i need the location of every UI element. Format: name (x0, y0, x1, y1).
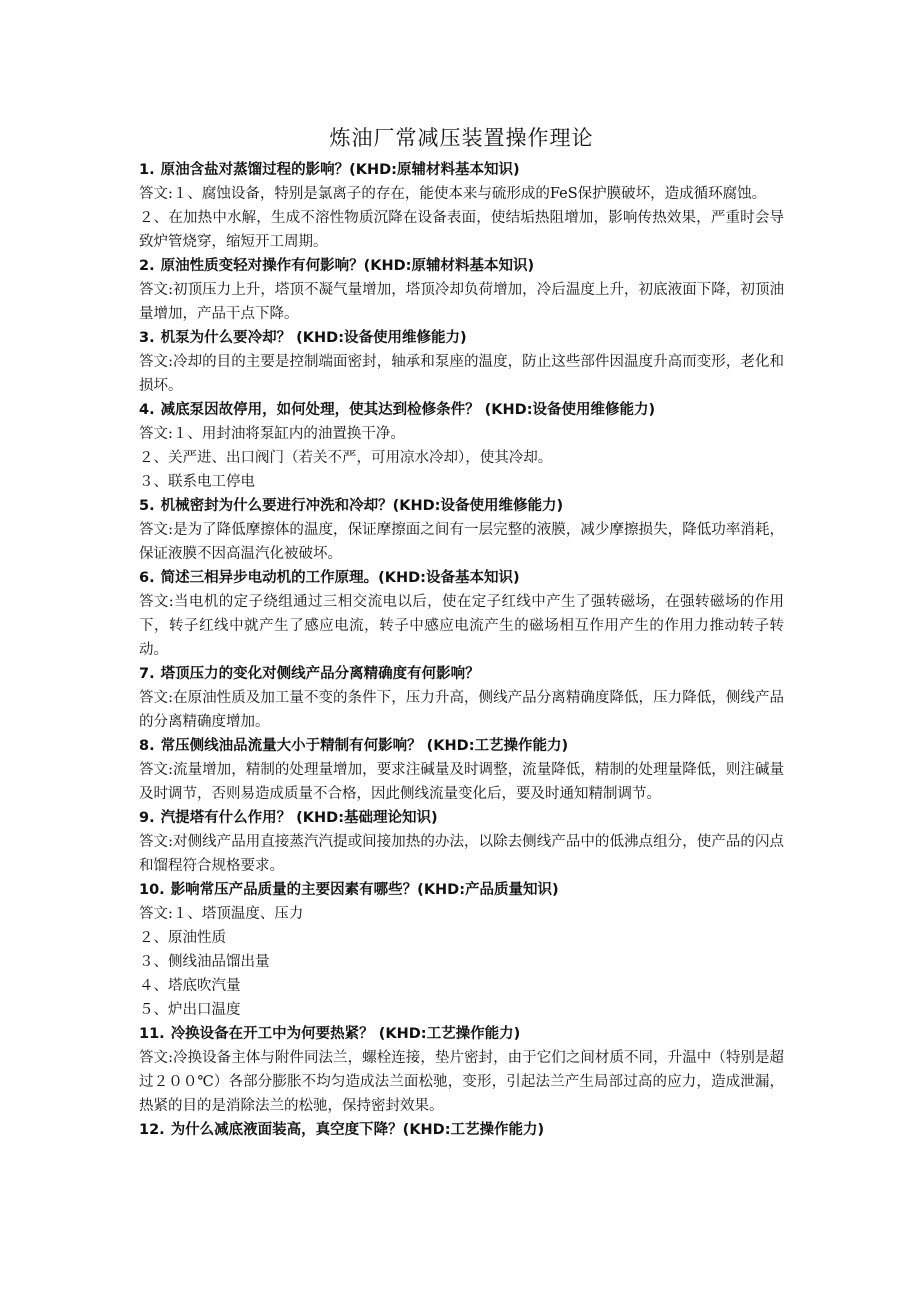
question-heading (139, 662, 784, 686)
question-text: 为什么减底液面装高，真空度下降？(KHD:工艺操作能力) (170, 1122, 545, 1138)
qa-item (139, 494, 784, 566)
qa-item (139, 326, 784, 398)
answer-text: 答文:１、腐蚀设备，特别是氯离子的存在，能使本来与硫形成的FeS保护膜破坏，造成循环腐蚀。 (139, 186, 767, 202)
qa-item (139, 158, 784, 254)
qa-item (139, 566, 784, 662)
qa-item (139, 254, 784, 326)
question-number: 4. (139, 402, 155, 418)
qa-list (139, 158, 784, 1142)
question-text: 影响常压产品质量的主要因素有哪些？(KHD:产品质量知识) (170, 882, 559, 898)
qa-item (139, 398, 784, 494)
question-heading (139, 398, 784, 422)
question-heading (139, 254, 784, 278)
answer-text: ３、侧线油品馏出量 (139, 954, 270, 970)
qa-item (139, 878, 784, 1022)
qa-item (139, 662, 784, 734)
question-number: 12. (139, 1122, 165, 1138)
question-number: 11. (139, 1026, 165, 1042)
answer-text: ３、联系电工停电 (139, 474, 255, 490)
answer-text: ２、原油性质 (139, 930, 226, 946)
answer-text: 答文:１、塔顶温度、压力 (139, 906, 304, 922)
question-text: 简述三相异步电动机的工作原理。(KHD:设备基本知识) (160, 570, 520, 586)
answer-text: ２、关严进、出口阀门（若关不严，可用凉水冷却），使其冷却。 (139, 450, 553, 466)
question-number: 3. (139, 330, 155, 346)
answer-text: 答文:是为了降低摩擦体的温度，保证摩擦面之间有一层完整的液膜，减少摩擦损失，降低功率消耗，保证液膜不因高温汽化被破坏。 (139, 522, 784, 562)
answer-text: 答文:冷却的目的主要是控制端面密封，轴承和泵座的温度，防止这些部件因温度升高而变形，老化和损坏。 (139, 354, 784, 394)
answer-text: 答文:当电机的定子绕组通过三相交流电以后，使在定子红线中产生了强转磁场，在强转磁场的作用下，转子红线中就产生了感应电流，转子中感应电流产生的磁场相互作用产生的作用力推动转子转动。 (139, 594, 784, 658)
document-title: 炼油厂常减压装置操作理论 (329, 126, 594, 150)
document-content (139, 118, 784, 1142)
answer-text: 答文:初顶压力上升，塔顶不凝气量增加，塔顶冷却负荷增加，冷后温度上升，初底液面下降，初顶油量增加，产品干点下降。 (139, 282, 784, 322)
question-text: 减底泵因故停用，如何处理，使其达到检修条件？ (KHD:设备使用维修能力) (160, 402, 656, 418)
answer-text: ５、炉出口温度 (139, 1002, 241, 1018)
question-text: 原油性质变轻对操作有何影响？(KHD:原辅材料基本知识) (160, 258, 535, 274)
question-text: 汽提塔有什么作用？ (KHD:基础理论知识) (160, 810, 438, 826)
question-number: 10. (139, 882, 165, 898)
question-text: 冷换设备在开工中为何要热紧？ (KHD:工艺操作能力) (170, 1026, 521, 1042)
question-number: 8. (139, 738, 155, 754)
qa-item (139, 806, 784, 878)
question-number: 5. (139, 498, 155, 514)
question-heading (139, 158, 784, 182)
question-text: 原油含盐对蒸馏过程的影响？(KHD:原辅材料基本知识) (160, 162, 520, 178)
answer-text: 答文:流量增加，精制的处理量增加，要求注碱量及时调整，流量降低，精制的处理量降低，则注碱量及时调节，否则易造成质量不合格，因此侧线流量变化后，要及时通知精制调节。 (139, 762, 784, 802)
answer-text: ２、在加热中水解，生成不溶性物质沉降在设备表面，使结垢热阻增加，影响传热效果，严重时会导致炉管烧穿，缩短开工周期。 (139, 210, 784, 250)
question-number: 1. (139, 162, 155, 178)
question-number: 9. (139, 810, 155, 826)
question-number: 7. (139, 666, 155, 682)
qa-item (139, 1022, 784, 1118)
question-heading (139, 566, 784, 590)
answer-text: 答文:冷换设备主体与附件同法兰，螺栓连接，垫片密封，由于它们之间材质不同，升温中（特别是超过２００℃）各部分膨胀不均匀造成法兰面松驰，变形，引起法兰产生局部过高的应力，造成泄漏，热紧的目的是消除法兰的松驰，保持密封效果。 (139, 1050, 784, 1114)
question-number: 6. (139, 570, 155, 586)
question-heading (139, 1118, 784, 1142)
question-text: 机泵为什么要冷却？ (KHD:设备使用维修能力) (160, 330, 467, 346)
question-heading (139, 494, 784, 518)
answer-text: 答文:１、用封油将泵缸内的油置换干净。 (139, 426, 405, 442)
answer-text: 答文:在原油性质及加工量不变的条件下，压力升高，侧线产品分离精确度降低，压力降低，侧线产品的分离精确度增加。 (139, 690, 784, 730)
answer-text: ４、塔底吹汽量 (139, 978, 241, 994)
question-heading (139, 326, 784, 350)
qa-item (139, 734, 784, 806)
qa-item (139, 1118, 784, 1142)
answer-text: 答文:对侧线产品用直接蒸汽汽提或间接加热的办法，以除去侧线产品中的低沸点组分，使产品的闪点和馏程符合规格要求。 (139, 834, 784, 874)
question-text: 机械密封为什么要进行冲洗和冷却？(KHD:设备使用维修能力) (160, 498, 564, 514)
question-heading (139, 1022, 784, 1046)
question-heading (139, 734, 784, 758)
question-heading (139, 806, 784, 830)
question-text: 塔顶压力的变化对侧线产品分离精确度有何影响？ (160, 666, 480, 682)
question-heading (139, 878, 784, 902)
question-number: 2. (139, 258, 155, 274)
question-text: 常压侧线油品流量大小于精制有何影响？ (KHD:工艺操作能力) (160, 738, 569, 754)
